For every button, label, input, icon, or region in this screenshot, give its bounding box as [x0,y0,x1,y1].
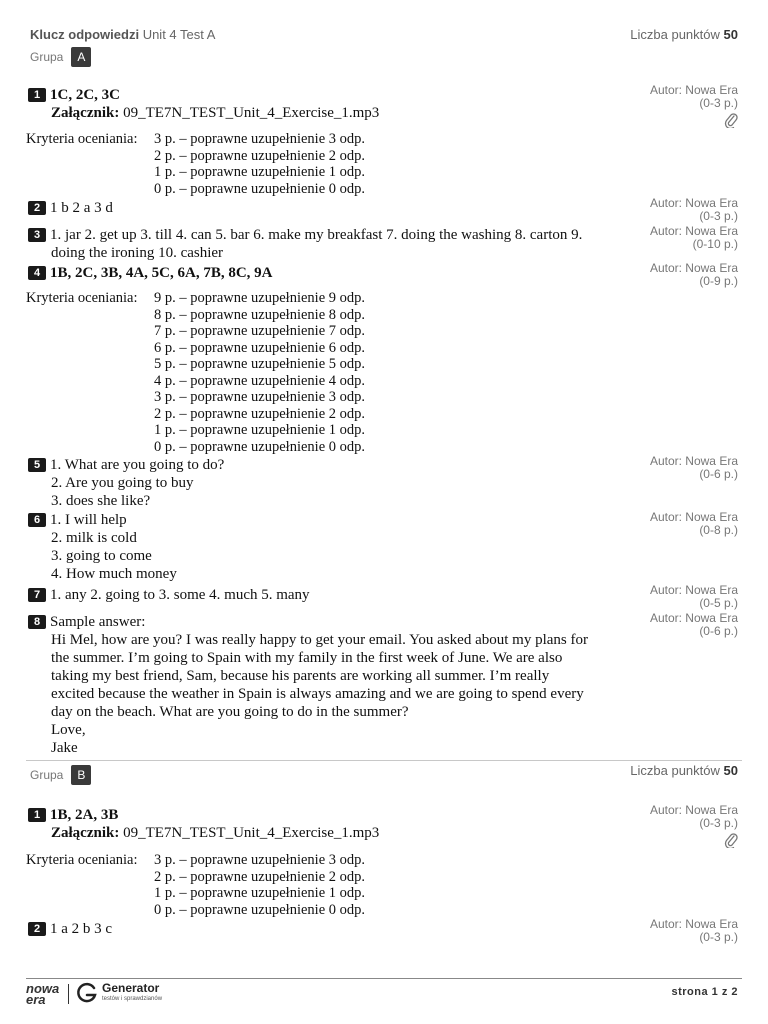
group-a-label: Grupa [30,50,64,64]
attachment-label: Załącznik: [51,825,120,841]
total-points-value: 50 [723,27,738,42]
question-a5 [28,456,224,510]
points-range: (0-6 p.) [699,467,738,481]
points-range: (0-8 p.) [699,523,738,537]
points-label: Liczba punktów [630,763,720,778]
criteria-line: 4 p. – poprawne uzupełnienie 4 odp. [154,372,366,389]
question-a6 [28,511,177,583]
author-name: Autor: Nowa Era [649,611,738,625]
criteria-line: 1 p. – poprawne uzupełnienie 1 odp. [154,422,366,438]
group-b-label: Grupa [30,768,64,782]
question-a8 [28,613,588,757]
author-b2 [650,918,738,944]
author-a6 [650,511,738,537]
criteria-label: Kryteria oceniania: [26,852,138,868]
question-a3 [28,226,582,262]
points-value: 50 [723,763,738,778]
answer-text: 1. jar 2. get up 3. till 4. can 5. bar 6. make my breakfast 7. doing the washing 8. carton 9. [50,227,583,243]
question-number: 8 [28,615,46,629]
generator-subtitle: testów i sprawdzianów [102,995,163,1002]
answer-text: 1 a 2 b 3 c [50,921,113,937]
question-b2 [28,920,112,938]
points-range: (0-9 p.) [699,274,738,288]
doc-title-rest: Unit 4 Test A [142,27,216,42]
criteria-label: Kryteria oceniania: [26,131,138,147]
criteria-line: 1 p. – poprawne uzupełnienie 1 odp. [154,164,366,180]
author-a8 [650,612,738,638]
author-name: Autor: Nowa Era [649,224,738,238]
answer-line: Jake [51,740,78,756]
nowa-era-logo [26,983,59,1005]
author-name: Autor: Nowa Era [649,196,738,210]
answer-line: 3. does she like? [51,493,151,509]
answer-text: doing the ironing 10. cashier [51,245,224,261]
criteria-line: 8 p. – poprawne uzupełnienie 8 odp. [154,306,366,323]
criteria-line: 2 p. – poprawne uzupełnienie 2 odp. [154,405,366,422]
group-b-points [630,763,738,778]
criteria-line: 5 p. – poprawne uzupełnienie 5 odp. [154,356,366,372]
group-b-heading [30,765,91,785]
answer-line: excited because the weather in Spain is always amazing and we are going to spend every [51,686,584,702]
criteria-line: 9 p. – poprawne uzupełnienie 9 odp. [154,290,366,306]
criteria-line: 1 p. – poprawne uzupełnienie 1 odp. [154,885,366,901]
answer-line: taking my best friend, Sam, because his parents are working all summer. I’m really [51,668,550,684]
attachment-label: Załącznik: [51,105,120,121]
points-range: (0-3 p.) [699,816,738,830]
criteria-line: 0 p. – poprawne uzupełnienie 0 odp. [154,438,366,455]
question-number: 1 [28,808,46,822]
generator-g-icon [76,982,98,1004]
author-a7 [650,584,738,610]
generator-title: Generator [102,980,160,995]
group-a-heading [30,47,91,67]
answer-line: Sample answer: [50,614,146,630]
author-name: Autor: Nowa Era [649,803,738,817]
criteria-line: 2 p. – poprawne uzupełnienie 2 odp. [154,868,366,885]
points-range: (0-3 p.) [699,209,738,223]
author-name: Autor: Nowa Era [649,261,738,275]
doc-title [30,27,215,42]
question-number: 4 [28,266,46,280]
criteria-line: 3 p. – poprawne uzupełnienie 3 odp. [154,131,366,147]
author-a2 [650,197,738,223]
criteria-line: 6 p. – poprawne uzupełnienie 6 odp. [154,339,366,356]
author-a5 [650,455,738,481]
points-range: (0-3 p.) [699,96,738,110]
author-a3 [650,225,738,251]
answer-line: 2. milk is cold [51,530,137,546]
attachment-file[interactable]: 09_TE7N_TEST_Unit_4_Exercise_1.mp3 [123,825,380,841]
question-a1 [28,86,379,122]
total-points [630,27,738,42]
footer-divider [26,978,742,979]
question-number: 6 [28,513,46,527]
criteria-label: Kryteria oceniania: [26,290,138,306]
question-number: 1 [28,88,46,102]
answer-line: day on the beach. What are you going to do in the summer? [51,704,409,720]
points-range: (0-5 p.) [699,596,738,610]
answer-text: 1 b 2 a 3 d [50,200,113,216]
question-a7 [28,586,310,604]
author-a4 [650,262,738,288]
author-name: Autor: Nowa Era [649,83,738,97]
answer-text: 1. any 2. going to 3. some 4. much 5. many [50,587,310,603]
logo-line-2: era [26,992,46,1007]
author-name: Autor: Nowa Era [649,454,738,468]
group-divider [26,760,742,761]
paperclip-icon[interactable] [724,832,738,848]
criteria-line: 0 p. – poprawne uzupełnienie 0 odp. [154,901,366,918]
total-points-label: Liczba punktów [630,27,720,42]
question-number: 2 [28,922,46,936]
answer-line: 2. Are you going to buy [51,475,194,491]
author-b1 [650,804,738,830]
criteria-line: 2 p. – poprawne uzupełnienie 2 odp. [154,147,366,164]
author-name: Autor: Nowa Era [649,583,738,597]
criteria-line: 7 p. – poprawne uzupełnienie 7 odp. [154,323,366,339]
question-number: 5 [28,458,46,472]
criteria-line: 3 p. – poprawne uzupełnienie 3 odp. [154,389,366,405]
question-number: 2 [28,201,46,215]
question-a2 [28,199,113,217]
answer-line: Love, [51,722,86,738]
points-range: (0-6 p.) [699,624,738,638]
answer-line: 1. I will help [50,512,127,528]
attachment-file[interactable]: 09_TE7N_TEST_Unit_4_Exercise_1.mp3 [123,105,380,121]
answer-line: Hi Mel, how are you? I was really happy to get your email. You asked about my plans for [51,632,588,648]
answer-text: 1C, 2C, 3C [50,87,120,103]
answer-line: the summer. I’m going to Spain with my family in the first week of June. We are also [51,650,563,666]
question-a4 [28,264,273,282]
generator-logo [76,982,162,1004]
author-name: Autor: Nowa Era [649,917,738,931]
answer-text: 1B, 2A, 3B [50,807,119,823]
answer-line: 1. What are you going to do? [50,457,225,473]
group-b-badge: B [71,765,91,785]
author-name: Autor: Nowa Era [649,510,738,524]
page-number: strona 1 z 2 [671,986,738,998]
doc-title-bold: Klucz odpowiedzi [30,27,140,42]
page-header [30,27,738,47]
criteria-line: 3 p. – poprawne uzupełnienie 3 odp. [154,852,366,868]
question-number: 7 [28,588,46,602]
points-range: (0-10 p.) [692,237,738,251]
logo-separator [68,984,69,1004]
author-a1 [650,84,738,110]
answer-line: 3. going to come [51,548,152,564]
logo-line-1: nowa [26,981,60,996]
paperclip-icon[interactable] [724,112,738,128]
answer-text: 1B, 2C, 3B, 4A, 5C, 6A, 7B, 8C, 9A [50,265,273,281]
question-number: 3 [28,228,46,242]
group-a-badge: A [71,47,91,67]
answer-line: 4. How much money [51,566,177,582]
question-b1 [28,806,379,842]
criteria-line: 0 p. – poprawne uzupełnienie 0 odp. [154,180,366,197]
points-range: (0-3 p.) [699,930,738,944]
